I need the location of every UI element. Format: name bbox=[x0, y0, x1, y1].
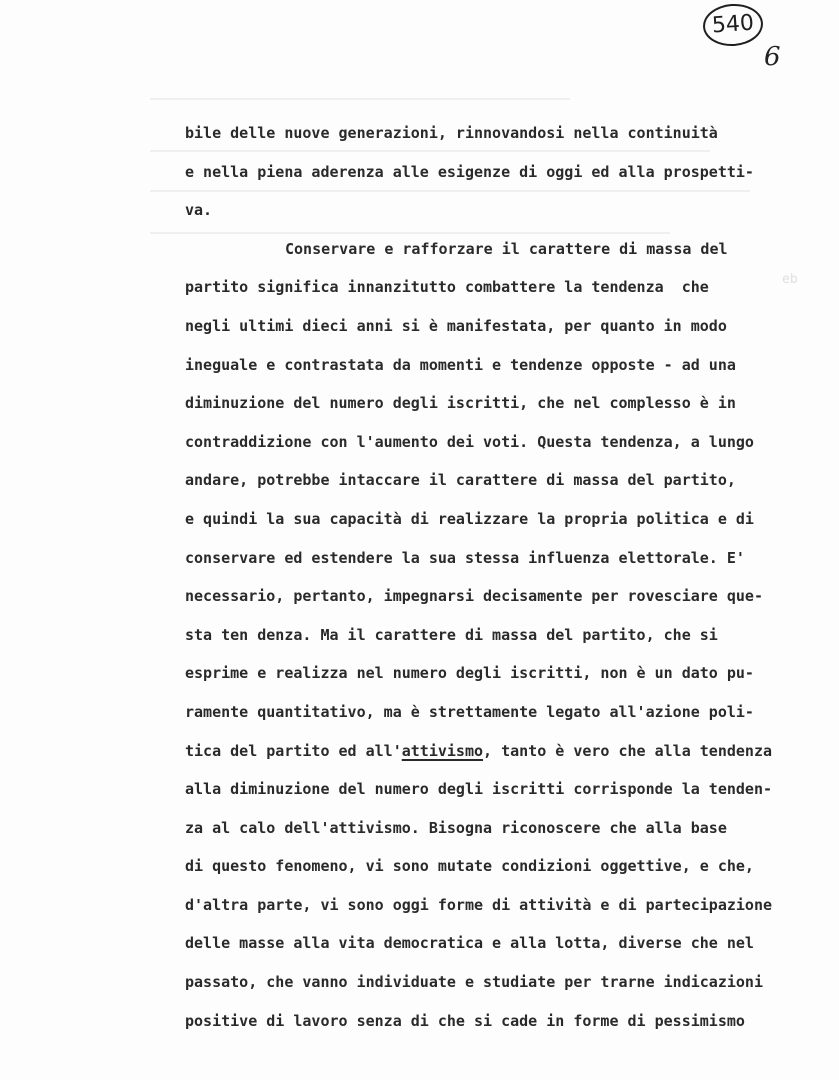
text-line: andare, potrebbe intaccare il carattere di massa del partito, bbox=[185, 471, 736, 490]
text-line: esprime e realizza nel numero degli iscritti, non è un dato pu- bbox=[185, 664, 754, 683]
text-line: za al calo dell'attivismo. Bisogna riconoscere che alla base bbox=[185, 818, 727, 837]
text-line: negli ultimi dieci anni si è manifestata, per quanto in modo bbox=[185, 316, 727, 335]
underlined-word: attivismo bbox=[401, 741, 484, 760]
text-line: partito significa innanzitutto combattere la tendenza che bbox=[185, 278, 709, 297]
text-line: e nella piena aderenza alle esigenze di oggi ed alla prospetti- bbox=[185, 162, 754, 181]
text-line: necessario, pertanto, impegnarsi decisamente per rovesciare que- bbox=[185, 587, 763, 606]
paragraph-start-line: Conservare e rafforzare il carattere di massa del bbox=[285, 239, 728, 258]
typewritten-body bbox=[185, 114, 835, 1040]
text-line: conservare ed estendere la sua stessa influenza elettorale. E' bbox=[185, 548, 745, 567]
text-line: sta ten denza. Ma il carattere di massa del partito, che si bbox=[185, 625, 718, 644]
text-line-with-underline bbox=[185, 732, 835, 771]
text-line: d'altra parte, vi sono oggi forme di attività e di partecipazione bbox=[185, 895, 772, 914]
archive-number-stamp: 540 bbox=[702, 2, 765, 48]
text-line: bile delle nuove generazioni, rinnovandosi nella continuità bbox=[185, 124, 718, 142]
text-line: passato, che vanno individuate e studiate per trarne indicazioni bbox=[185, 973, 763, 992]
text-line: di questo fenomeno, vi sono mutate condizioni oggettive, e che, bbox=[185, 857, 754, 876]
text-line: contraddizione con l'aumento dei voti. Questa tendenza, a lungo bbox=[185, 432, 754, 451]
text-line: alla diminuzione del numero degli iscritti corrisponde la tenden- bbox=[185, 780, 772, 799]
text-line: delle masse alla vita democratica e alla lotta, diverse che nel bbox=[185, 934, 754, 953]
margin-bleed-mark: eb bbox=[782, 272, 798, 287]
text-segment: , tanto è vero che alla tendenza bbox=[483, 741, 773, 760]
text-line: ramente quantitativo, ma è strettamente legato all'azione poli- bbox=[185, 702, 754, 721]
text-line: ineguale e contrastata da momenti e tendenze opposte - ad una bbox=[185, 355, 736, 374]
bleed-through-line bbox=[150, 98, 570, 100]
text-segment: tica del partito ed all' bbox=[185, 741, 402, 760]
text-line: positive di lavoro senza di che si cade in forme di pessimismo bbox=[185, 1011, 745, 1030]
text-line: e quindi la sua capacità di realizzare la propria politica e di bbox=[185, 509, 754, 528]
handwritten-page-number: 6 bbox=[764, 42, 781, 72]
text-line: va. bbox=[185, 201, 213, 220]
text-line: diminuzione del numero degli iscritti, che nel complesso è in bbox=[185, 394, 736, 413]
